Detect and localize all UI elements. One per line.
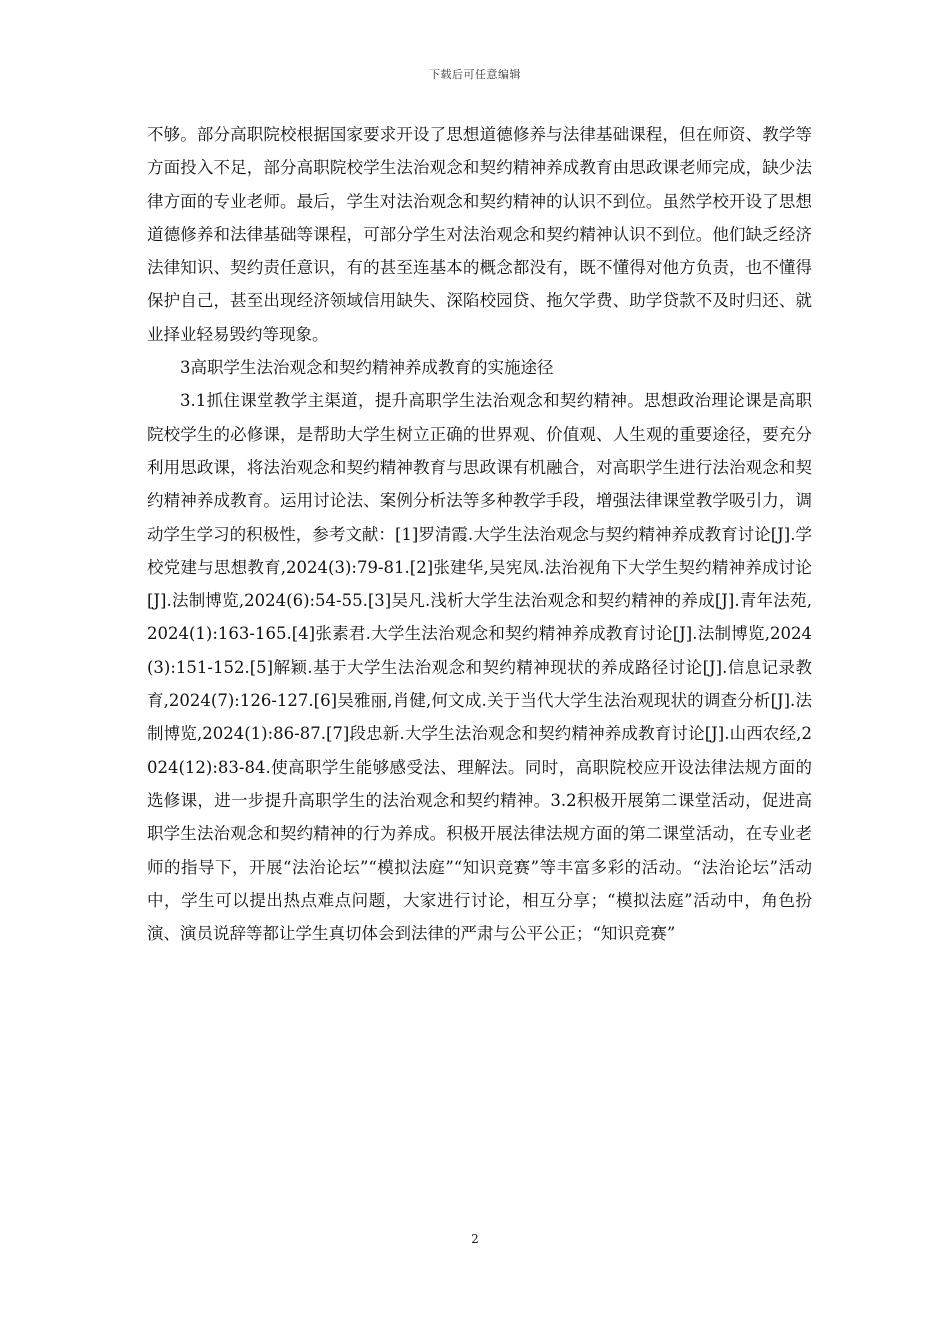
page-header: 下载后可任意编辑 [429,68,521,81]
section-heading-3: 3高职学生法治观念和契约精神养成教育的实施途径 [180,358,554,378]
page-number: 2 [471,1232,479,1246]
document-body [147,118,812,950]
body-paragraph-1: 不够。部分高职院校根据国家要求开设了思想道德修养与法律基础课程，但在师资、教学等方面投入不足，部分高职院校学生法治观念和契约精神养成教育由思政课老师完成，缺少法律方面的专业老师。最后，学生对法治观念和契约精神的认识不到位。虽然学校开设了思想道德修养和法律基础等课程，可部分学生对法治观念和契约精神认识不到位。他们缺乏经济法律知识、契约责任意识，有的甚至连基本的概念都没有，既不懂得对他方负责，也不懂得保护自己，甚至出现经济领域信用缺失、深陷校园贷、拖欠学费、助学贷款不及时归还、就业择业轻易毁约等现象。 [147,125,812,344]
body-paragraph-2: 3.1抓住课堂教学主渠道，提升高职学生法治观念和契约精神。思想政治理论课是高职院校学生的必修课，是帮助大学生树立正确的世界观、价值观、人生观的重要途径，要充分利用思政课，将法治观念和契约精神教育与思政课有机融合，对高职学生进行法治观念和契约精神养成教育。运用讨论法、案例分析法等多种教学手段，增强法律课堂教学吸引力，调动学生学习的积极性，参考文献：[1]罗清霞.大学生法治观念与契约精神养成教育讨论[J].学校党建与思想教育,2024(3):79-81.[2]张建华,吴宪凤.法治视角下大学生契约精神养成讨论[J].法制博览,2024(6):54-55.[3]吴凡.浅析大学生法治观念和契约精神的养成[J].青年法苑,2024(1):163-165.[4]张素君.大学生法治观念和契约精神养成教育讨论[J].法制博览,2024(3):151-152.[5]解颖.基于大学生法治观念和契约精神现状的养成路径讨论[J].信息记录教育,2024(7):126-127.[6]吴雅丽,肖健,何文成.关于当代大学生法治观现状的调查分析[J].法制博览,2024(1):86-87.[7]段忠新.大学生法治观念和契约精神养成教育讨论[J].山西农经,2024(12):83-84.使高职学生能够感受法、理解法。同时，高职院校应开设法律法规方面的选修课，进一步提升高职学生的法治观念和契约精神。3.2积极开展第二课堂活动，促进高职学生法治观念和契约精神的行为养成。积极开展法律法规方面的第二课堂活动，在专业老师的指导下，开展“法治论坛”“模拟法庭”“知识竞赛”等丰富多彩的活动。“法治论坛”活动中，学生可以提出热点难点问题，大家进行讨论，相互分享；“模拟法庭”活动中，角色扮演、演员说辞等都让学生真切体会到法律的严肃与公平公正；“知识竞赛” [147,391,812,944]
